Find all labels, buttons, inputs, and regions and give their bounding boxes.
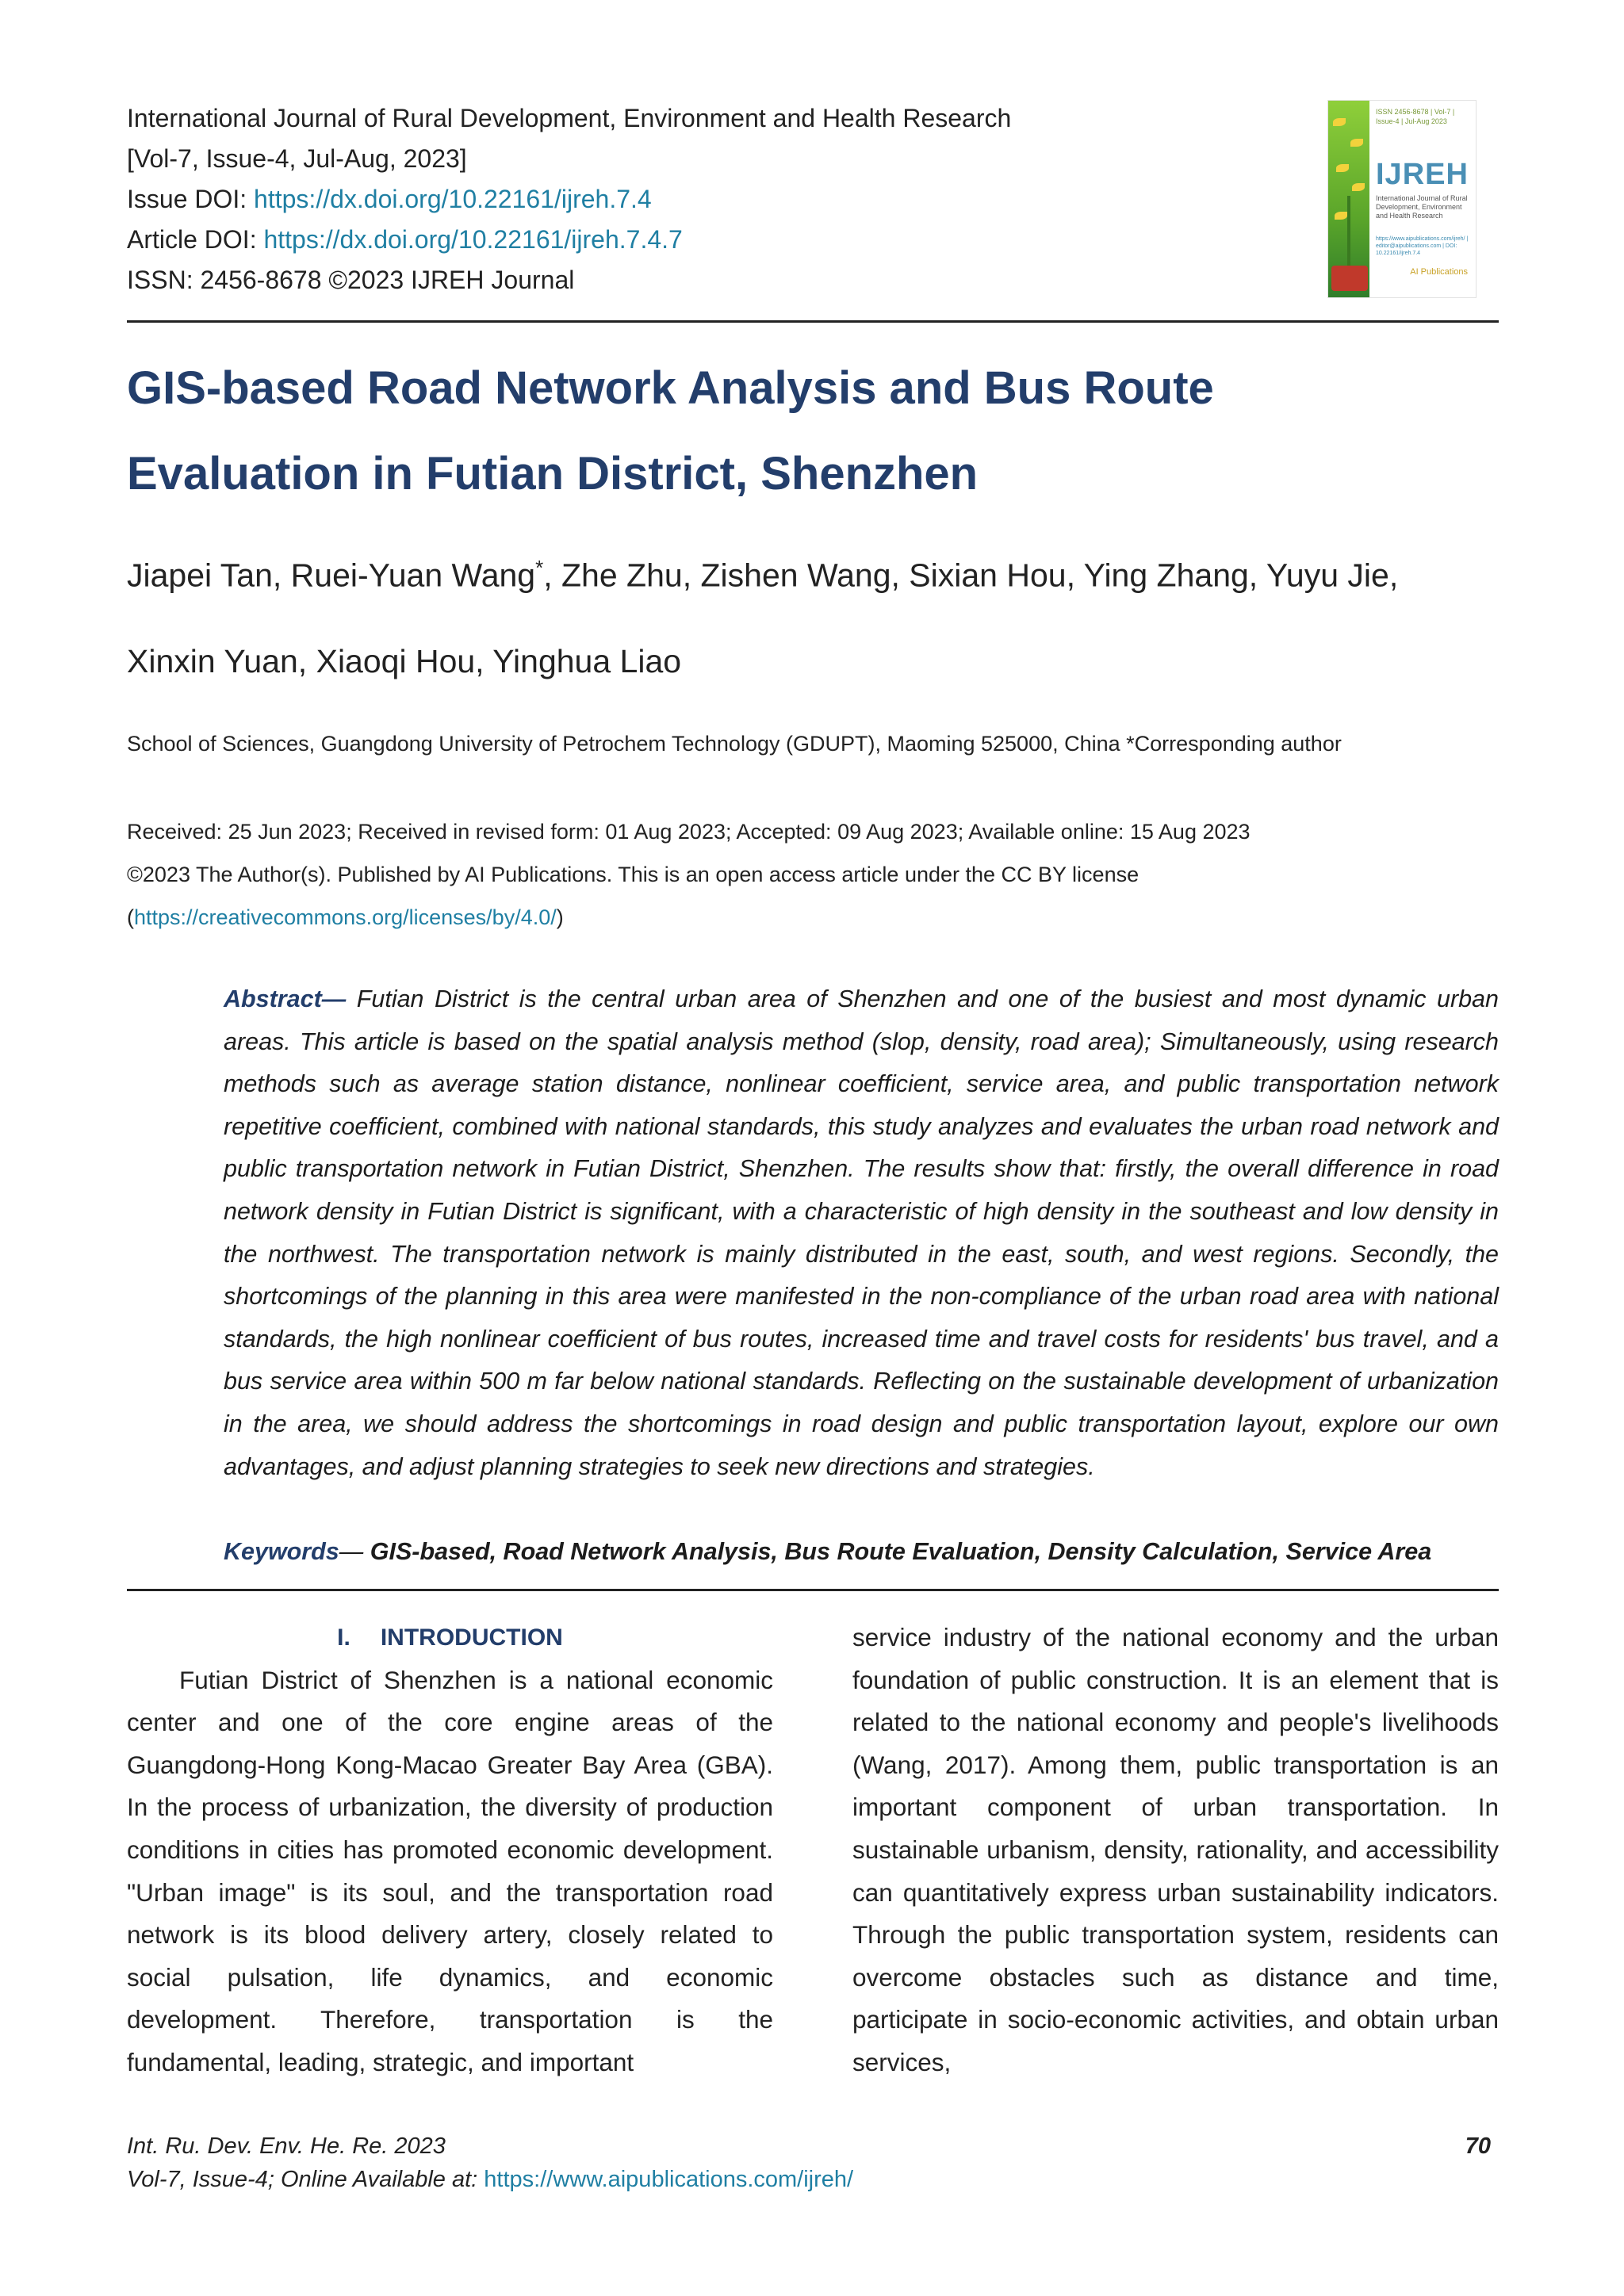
right-column (852, 1617, 1499, 2084)
page-number: 70 (1465, 2133, 1491, 2159)
footer-online-row (127, 2163, 1491, 2196)
cover-publisher: AI Publications (1410, 267, 1468, 277)
author-list (127, 525, 1522, 704)
footer-url-link[interactable]: https://www.aipublications.com/ijreh/ (484, 2167, 854, 2192)
abstract (224, 978, 1499, 1488)
leaf-icon (1350, 139, 1363, 147)
cover-subtitle: International Journal of Rural Development, Environment and Health Research (1376, 194, 1468, 220)
footer-journal: Int. Ru. Dev. Env. He. Re. 2023 (127, 2133, 446, 2159)
corresponding-star: * (535, 556, 544, 580)
left-column (127, 1617, 773, 2084)
plant-pot-icon (1331, 266, 1368, 291)
authors-part-b: , Zhe Zhu, Zishen Wang, Sixian Hou, Ying Zhang, Yuyu Jie, (543, 557, 1399, 594)
section-number: I. (337, 1624, 350, 1651)
license-text: ©2023 The Author(s). Published by AI Publications. This is an open access article under the CC BY license (127, 863, 1139, 886)
keywords-list: GIS-based, Road Network Analysis, Bus Route Evaluation, Density Calculation, Service Area (370, 1538, 1432, 1565)
abstract-text: Futian District is the central urban area of Shenzhen and one of the busiest and most dynamic urban areas. This article is based on the spatial analysis method (slop, density, road area); Simultaneously, using research methods such as average station distance, nonlinear coefficient, service area, and public transportation network repetitive coefficient, combined with national standards, this study analyzes and evaluates the urban road network and public transportation network in Futian District, Shenzhen. The results show that: firstly, the overall difference in road network density in Futian District is significant, with a characteristic of high density in the southeast and low density in the northwest. The transportation network is mainly distributed in the east, south, and west regions. Secondly, the shortcomings of the planning in this area were manifested in the non-compliance of the urban road area with national standards, the high nonlinear coefficient of bus routes, increased time and travel costs for residents' bus travel, and a bus service area within 500 m far below national standards. Reflecting on the sustainable development of urbanization in the area, we should address the shortcomings in road design and public transportation layout, explore our own advantages, and adjust planning strategies to seek new directions and strategies. (224, 985, 1499, 1480)
article-dates (127, 810, 1522, 939)
header-divider (127, 320, 1499, 323)
volume-issue: [Vol-7, Issue-4, Jul-Aug, 2023] (127, 144, 467, 173)
intro-paragraph-left: Futian District of Shenzhen is a national economic center and one of the core engine areas of the Guangdong-Hong Kong-Macao Greater Bay Area (GBA). In the process of urbanization, the diversity of production conditions in cities has promoted economic development. "Urban image" is its soul, and the transportation road network is its blood delivery artery, closely related to social pulsation, life dynamics, and economic development. Therefore, transportation is the fundamental, leading, strategic, and important (127, 1665, 773, 2076)
article-doi-link[interactable]: https://dx.doi.org/10.22161/ijreh.7.4.7 (263, 225, 683, 254)
license-link[interactable]: https://creativecommons.org/licenses/by/4.0/ (134, 905, 557, 929)
journal-cover-image (1327, 100, 1477, 298)
keywords-dash: — (339, 1538, 370, 1565)
authors-part-a: Jiapei Tan, Ruei-Yuan Wang (127, 557, 536, 594)
authors-line-1 (127, 525, 1522, 618)
journal-name: International Journal of Rural Development, Environment and Health Research (127, 104, 1012, 132)
article-doi-label: Article DOI: (127, 225, 264, 254)
leaf-icon (1352, 183, 1365, 191)
section-heading (127, 1617, 773, 1659)
affiliation: School of Sciences, Guangdong University of Petrochem Technology (GDUPT), Maoming 525000, China *Corresponding author (127, 732, 1342, 756)
cover-small-text: https://www.aipublications.com/ijreh/ | editor@aipublications.com | DOI: 10.22161/ijreh.7.4 (1376, 236, 1469, 256)
article-title (127, 346, 1499, 517)
page-footer (127, 2130, 1491, 2196)
keywords-label: Keywords (224, 1538, 339, 1565)
leaf-icon (1333, 118, 1346, 126)
journal-header (127, 98, 1269, 300)
license-link-row (127, 896, 1522, 939)
issue-doi-label: Issue DOI: (127, 185, 255, 213)
leaf-icon (1335, 212, 1347, 220)
title-line-2: Evaluation in Futian District, Shenzhen (127, 448, 979, 499)
footer-online-label: Vol-7, Issue-4; Online Available at: (127, 2167, 485, 2192)
issue-doi-row (127, 179, 1269, 220)
authors-line-2: Xinxin Yuan, Xiaoqi Hou, Yinghua Liao (127, 642, 682, 679)
issn: ISSN: 2456-8678 ©2023 IJREH Journal (127, 266, 575, 294)
title-line-1: GIS-based Road Network Analysis and Bus Route (127, 362, 1214, 414)
cover-title: IJREH (1376, 158, 1469, 191)
paren-open: ( (127, 905, 134, 929)
intro-paragraph-right: service industry of the national economy and the urban foundation of public construction. It is an element that is related to the national economy and people's livelihoods (Wang, 2017). Among them, public transportation is an important component of urban transportation. In sustainable urbanism, density, rationality, and accessibility can quantitatively express urban sustainability indicators. Through the public transportation system, residents can overcome obstacles such as distance and time, participate in socio-economic activities, and obtain urban services, (852, 1623, 1499, 2076)
received-dates: Received: 25 Jun 2023; Received in revised form: 01 Aug 2023; Accepted: 09 Aug 2023; Available online: 15 Aug 2023 (127, 820, 1251, 844)
abstract-label: Abstract (224, 985, 322, 1012)
paren-close: ) (556, 905, 564, 929)
keywords (224, 1532, 1499, 1571)
issue-doi-link[interactable]: https://dx.doi.org/10.22161/ijreh.7.4 (254, 185, 652, 213)
plant-stem-icon (1347, 196, 1350, 267)
section-title: INTRODUCTION (380, 1624, 563, 1651)
leaf-icon (1336, 164, 1349, 172)
abstract-divider (127, 1589, 1499, 1591)
article-doi-row (127, 220, 1269, 260)
cover-top-text: ISSN 2456-8678 | Vol-7 | Issue-4 | Jul-Aug 2023 (1376, 108, 1455, 125)
abstract-dash: — (321, 985, 357, 1012)
